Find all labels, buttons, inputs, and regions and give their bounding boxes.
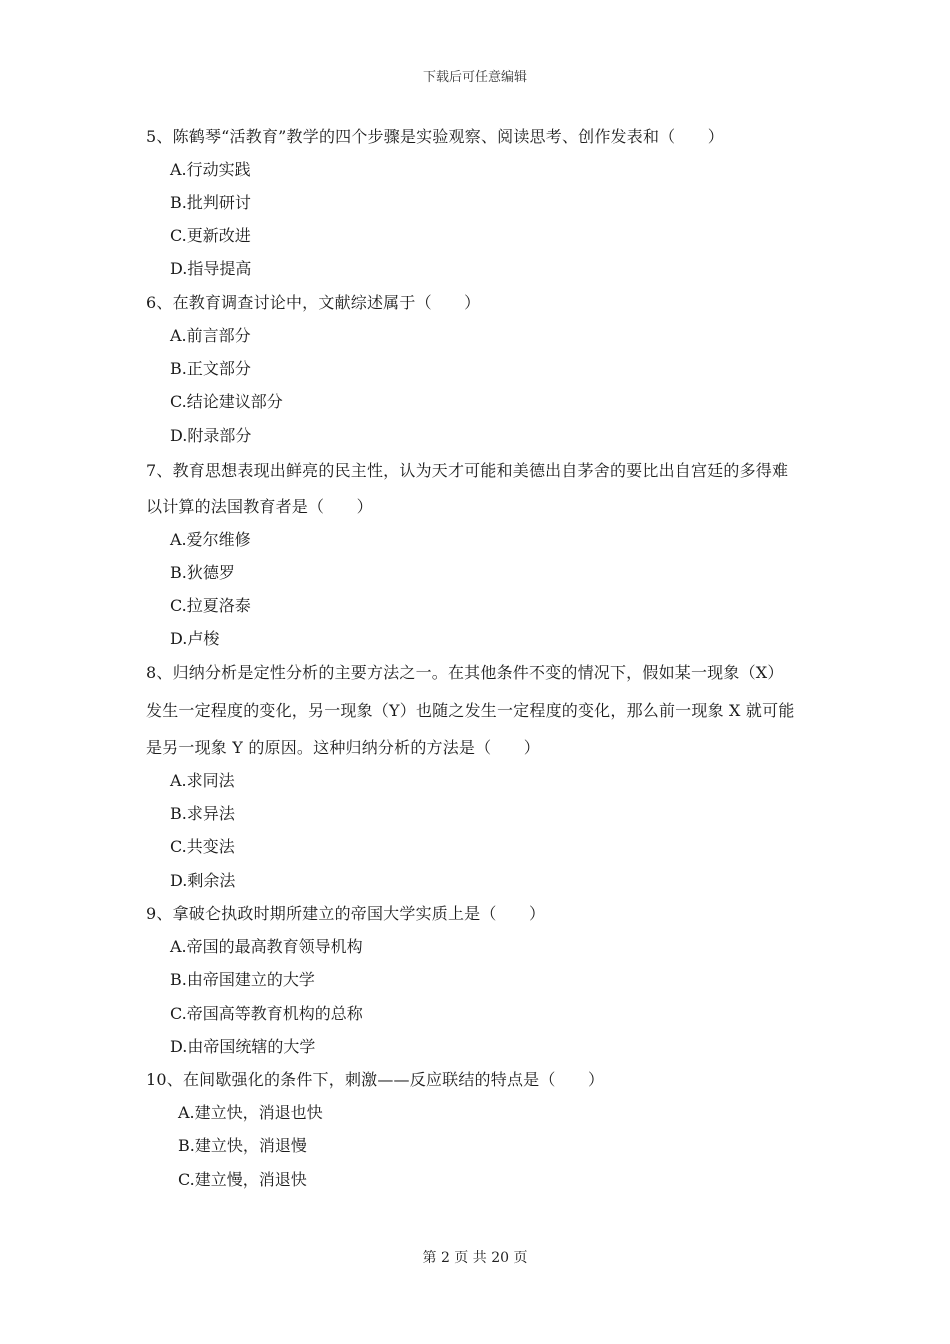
question-5-option-a: A.行动实践 xyxy=(170,160,251,179)
question-7-option-c: C.拉夏洛泰 xyxy=(170,596,251,615)
question-10-option-a: A.建立快，消退也快 xyxy=(178,1103,323,1122)
question-6-option-c: C.结论建议部分 xyxy=(170,392,283,411)
question-8-option-b: B.求异法 xyxy=(170,804,235,823)
question-6-option-a: A.前言部分 xyxy=(170,326,251,345)
question-6-stem: 6、在教育调查讨论中，文献综述属于（ ） xyxy=(146,293,481,312)
page-header: 下载后可任意编辑 xyxy=(422,70,527,85)
question-9-option-b: B.由帝国建立的大学 xyxy=(170,970,315,989)
question-10-option-c: C.建立慢，消退快 xyxy=(178,1170,307,1189)
question-9-option-c: C.帝国高等教育机构的总称 xyxy=(170,1004,363,1023)
question-5-option-c: C.更新改进 xyxy=(170,226,251,245)
question-5-option-b: B.批判研讨 xyxy=(170,193,251,212)
question-8-option-d: D.剩余法 xyxy=(170,871,236,890)
question-7-option-a: A.爱尔维修 xyxy=(170,530,251,549)
question-9-option-d: D.由帝国统辖的大学 xyxy=(170,1037,316,1056)
question-8-option-a: A.求同法 xyxy=(170,771,235,790)
question-10-option-b: B.建立快，消退慢 xyxy=(178,1136,307,1155)
question-5-stem: 5、陈鹤琴“活教育”教学的四个步骤是实验观察、阅读思考、创作发表和（ ） xyxy=(146,127,724,146)
question-6-option-d: D.附录部分 xyxy=(170,426,252,445)
question-9-stem: 9、拿破仑执政时期所建立的帝国大学实质上是（ ） xyxy=(146,904,546,923)
question-8-stem-line-3: 是另一现象 Y 的原因。这种归纳分析的方法是（ ） xyxy=(146,738,540,757)
question-6-option-b: B.正文部分 xyxy=(170,359,251,378)
question-10-stem: 10、在间歇强化的条件下，刺激——反应联结的特点是（ ） xyxy=(146,1070,605,1089)
question-9-option-a: A.帝国的最高教育领导机构 xyxy=(170,937,363,956)
question-8-stem-line-1: 8、归纳分析是定性分析的主要方法之一。在其他条件不变的情况下，假如某一现象（X） xyxy=(146,663,784,682)
question-7-option-d: D.卢梭 xyxy=(170,629,220,648)
question-7-stem-line-2: 以计算的法国教育者是（ ） xyxy=(146,497,373,516)
question-8-option-c: C.共变法 xyxy=(170,837,235,856)
question-7-stem-line-1: 7、教育思想表现出鲜亮的民主性，认为天才可能和美德出自茅舍的要比出自宫廷的多得难 xyxy=(146,461,789,480)
question-7-option-b: B.狄德罗 xyxy=(170,563,235,582)
question-8-stem-line-2: 发生一定程度的变化，另一现象（Y）也随之发生一定程度的变化，那么前一现象 X 就可能 xyxy=(146,701,795,720)
question-5-option-d: D.指导提高 xyxy=(170,259,252,278)
page-footer: 第 2 页 共 20 页 xyxy=(422,1250,528,1266)
